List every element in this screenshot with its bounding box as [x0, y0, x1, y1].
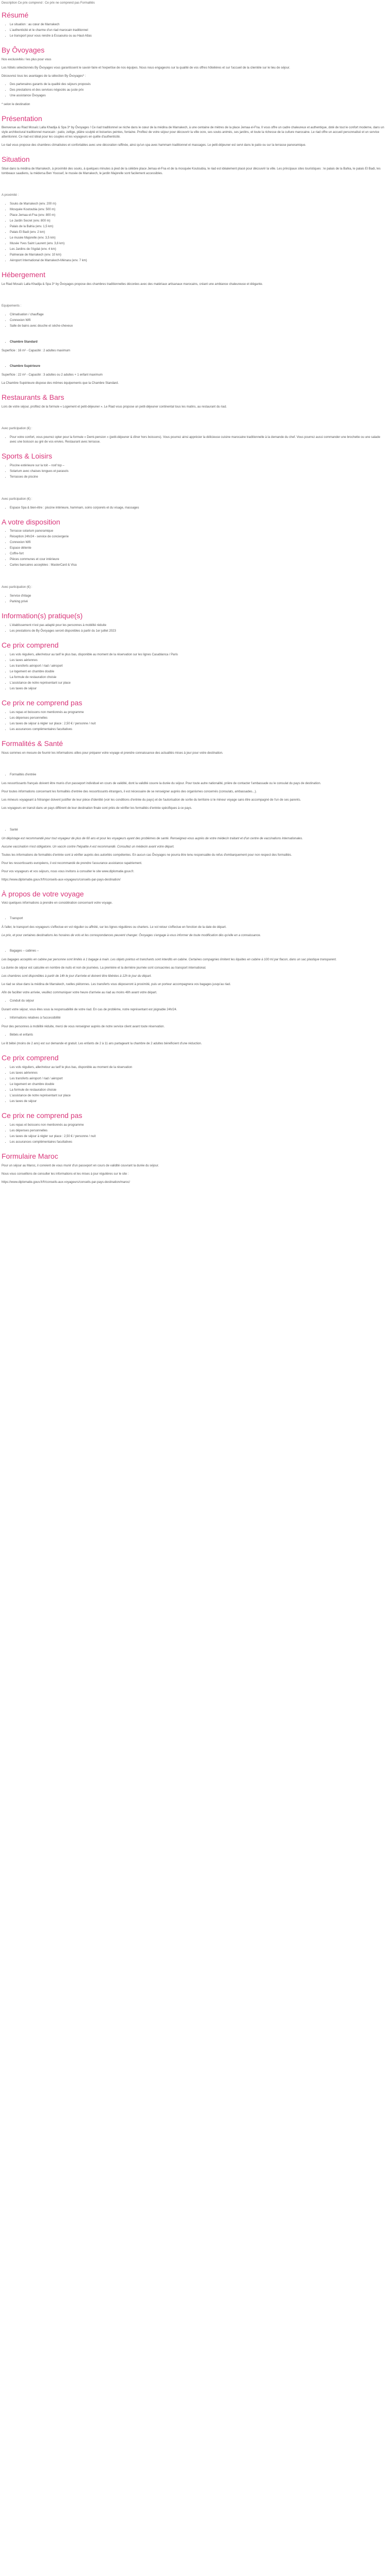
list-item: • Mosquée Koutoubia (env. 500 m): [10, 208, 386, 212]
list-item: • Solarium avec chaises longues et parasols: [10, 469, 386, 474]
formalites-paragraph: Les mineurs voyageant à l'étranger doivent justifier de leur pièce d'identité (voir les conditions d'entrée du pays) et de l'autorisation de sortie du territoire si le mineur voyage sans être accompagné de l'un de ses parents.: [2, 798, 301, 802]
list-item: • Connexion Wifi: [10, 318, 386, 323]
list-item: • Le transport pour vous rendre à Essaouira ou au Haut-Atlas: [10, 34, 386, 39]
resume-list: [2, 23, 386, 39]
list-item: • Connexion Wifi: [10, 540, 386, 545]
section-title-disposition: A votre disposition: [2, 517, 60, 526]
section-title-formalites: Formalités & Santé: [2, 739, 63, 748]
formalites-paragraph: Les voyageurs en transit dans un pays différent de leur destination finale sont priés de vérifier les formalités d'entrée spécifiques à ce pays.: [2, 806, 192, 810]
hebergement-paragraph: Le Riad Mosaïc Lalla Khadija & Spa 3* by Ôvoyages propose des chambres traditionnelles décorées avec des matériaux artisanaux marocains, créant une ambiance chaleureuse et élégante.: [2, 282, 263, 286]
formalites-paragraph: Les ressortissants français doivent être munis d'un passeport individuel en cours de validité, dont la validité couvre la durée du séjour. Pour toute autre nationalité, prière de contacter l'ambassade ou le consulat du pays de destination.: [2, 782, 321, 785]
list-item: • Le Jardin Secret (env. 800 m): [10, 219, 386, 224]
section-title-sports: Sports & Loisirs: [2, 451, 53, 460]
list-item: • Informations relatives à l'accessibilité: [10, 1016, 386, 1021]
list-item: • La formule de restauration choisie: [10, 1088, 386, 1093]
list-item: • Les Jardins de l'Agdal (env. 4 km): [10, 247, 386, 252]
section-title-informations: Information(s) pratique(s): [2, 612, 83, 620]
apropos-paragraph: Les bagages acceptés en cabine par personne sont limités à 1 bagage à main. Les objets pointus et tranchants sont interdits en cabine. Certaines compagnies limitent les liquides en cabine à 100 ml par flacon, dans un sac plastique transparent.: [2, 958, 337, 962]
restaurants-list: [2, 435, 386, 445]
sports-label: Avec participation (€) :: [2, 497, 32, 501]
list-item: • Les taxes aériennes: [10, 1071, 386, 1076]
list-item: • Cartes bancaires acceptées : MasterCard & Visa: [10, 563, 386, 568]
list-item: • Les transferts aéroport / riad / aéroport: [10, 664, 386, 669]
apropos-paragraph: Voici quelques informations à prendre en considération concernant votre voyage.: [2, 902, 113, 905]
formalites-paragraph: Toutes les informations de formalités d'entrée sont à vérifier auprès des autorités compétentes. En aucun cas Ôvoyages ne pourra être tenu responsable du refus d'embarquement pour non respect des formalités.: [2, 853, 292, 857]
room-note: La Chambre Supérieure dispose des mêmes équipements que la Chambre Standard.: [2, 381, 119, 385]
list-item: • Les repas et boissons non mentionnés au programme: [10, 710, 386, 715]
list-item: • Des prestations et des services négociés au juste prix: [10, 88, 386, 93]
sports-list-paid: [2, 506, 386, 511]
list-item: • Les assurances complémentaires facultatives: [10, 727, 386, 732]
ovoyages-intro2: Découvrez tous les avantages de la sélection By Ôvoyages* :: [2, 74, 86, 78]
section-title-hebergement: Hébergement: [2, 270, 45, 279]
list-item: • Les taxes de séjour: [10, 1099, 386, 1104]
formulaire-link[interactable]: https://www.diplomatie.gouv.fr/fr/conseils-aux-voyageurs/conseils-par-pays-destination/maroc/: [2, 1180, 130, 1184]
list-item: • Les transferts aéroport / riad / aéroport: [10, 1077, 386, 1081]
formulaire-paragraph: Nous vous conseillons de consulter les informations et les mises à jour régulières sur le site :: [2, 1172, 129, 1176]
list-item: • Le logement en chambre double: [10, 670, 386, 674]
room-standard: [2, 340, 386, 345]
room-title: • Chambre Supérieure: [10, 364, 386, 369]
list-item: • Les taxes de séjour à régler sur place : 2,50 € / personne / nuit: [10, 722, 386, 726]
prix-ne-comprend-list-2: [2, 1123, 386, 1145]
list-item: • Espace Spa & bien-être : piscine intérieure, hammam, soins corporels et du visage, massages: [10, 506, 386, 511]
list-item: • Palmeraie de Marrakech (env. 10 km): [10, 253, 386, 258]
disposition-label: Avec participation (€) :: [2, 586, 32, 589]
list-item: • Coffre-fort: [10, 552, 386, 556]
list-item: • Climatisation / chauffage: [10, 313, 386, 317]
apropos-paragraph: Le prix, et pour certaines destinations les horaires de vols et les correspondances peuvent changer. Ôvoyages s'engage à vous informer de toute modification dès qu'elle en a connaissance.: [2, 934, 261, 938]
disposition-list-paid: [2, 594, 386, 604]
formalites-paragraph: Un dépistage est recommandé pour tout voyageur de plus de 60 ans et pour les voyageurs ayant des problèmes de santé. Renseignez-vous auprès de votre médecin traitant et d'un centre de vaccinations internationales.: [2, 837, 303, 840]
formalites-subhead: [2, 828, 386, 833]
list-item: • L'assistance de notre représentant sur place: [10, 1094, 386, 1098]
list-item: • Place Jemaa el-Fna (env. 800 m): [10, 213, 386, 218]
restaurants-label: Avec participation (€) :: [2, 427, 32, 430]
section-title-prix-ne-comprend-pas-2: Ce prix ne comprend pas: [2, 1111, 83, 1120]
formalites-paragraph: Pour les ressortissants européens, il est recommandé de prendre l'assurance assistance rapatriement.: [2, 861, 142, 865]
list-item: • Terrasse solarium panoramique: [10, 529, 386, 534]
presentation-paragraph: Le riad vous propose des chambres climatisées et confortables avec une décoration raffinée, ainsi qu'un spa avec hammam traditionnel et massages. Le petit-déjeuner est servi dans le patio ou sur la terrasse panoramique.: [2, 144, 306, 147]
list-item: • L'établissement n'est pas adapté pour les personnes à mobilité réduite: [10, 623, 386, 628]
section-title-ovoyages: By Ôvoyages: [2, 45, 45, 54]
list-item: • Palais El Badi (env. 2 km): [10, 230, 386, 235]
apropos-subhead: [2, 949, 386, 954]
list-item: • Santé: [10, 828, 386, 833]
list-item: • Les dépenses personnelles: [10, 1129, 386, 1133]
ovoyages-note: * selon le destination: [2, 103, 30, 106]
formalites-paragraph: Pour toutes informations concernant les formalités d'entrée des ressortissants étrangers, il est nécessaire de se renseigner auprès des organismes concernés (consulats, ambassades...).: [2, 790, 257, 793]
prix-ne-comprend-list: [2, 710, 386, 732]
list-item: • Salle de bains avec douche et sèche-cheveux: [10, 324, 386, 329]
room-text: Superficie : 16 m² - Capacité : 2 adultes maximum: [2, 349, 71, 352]
breadcrumb: Description Ce prix comprend : Ce prix ne comprend pas Formalités: [2, 2, 95, 5]
list-item: • Réception 24h/24 - service de conciergerie: [10, 535, 386, 539]
list-item: • La formule de restauration choisie: [10, 675, 386, 680]
prix-comprend-list-2: [2, 1065, 386, 1104]
list-item: • Terrasses de piscine: [10, 475, 386, 480]
ovoyages-intro: Les hôtels sélectionnés By Ôvoyages vous garantissent le savoir-faire et l'expertise de nos équipes. Nous nous engageons sur la qualité de vos offres hôtelières et sur l'accueil de la clientèle sur le lieu de séjour.: [2, 66, 290, 70]
list-item: • L'authenticité et le charme d'un riad marocain traditionnel: [10, 28, 386, 33]
list-item: • Musée Yves Saint Laurent (env. 3,6 km): [10, 242, 386, 246]
list-item: • Une assistance Ôvoyages: [10, 94, 386, 98]
list-item: • Les taxes aériennes: [10, 658, 386, 663]
list-item: • Les prestations de By Ôvoyages seront disponibles à partir du 1er juillet 2023: [10, 629, 386, 634]
situation-paragraph: Situé dans la médina de Marrakech, à proximité des souks, à quelques minutes à pied de la célèbre place Jemaa el-Fna et de la mosquée Koutoubia, le riad est idéalement placé pour découvrir la ville. Les principaux sites touristiques : le palais de la Bahia, le palais El Badi, les tombeaux saadiens, la médersa Ben Youssef, le musée de Marrakech, le jardin Majorelle sont facilement accessibles.: [2, 167, 381, 176]
presentation-paragraph: Bienvenue au Riad Mosaïc Lalla Khadija & Spa 3* by Ôvoyages ! Ce riad traditionnel se niche dans le cœur de la médina de Marrakech, à une centaine de mètres de la place Jemaa el-Fna. Il vous offre un cadre chaleureux et authentique, doté de tout le confort moderne, dans un style architectural traditionnel marocain : patio, zellige, plâtre sculpté et boiseries peintes, fontaine. Profitez de votre séjour pour découvrir la ville ocre, ses souks animés, ses jardins, et toute la richesse de la culture marocaine. Le riad offre un accueil personnalisé et un service attentionné. Ce riad est idéal pour les couples et les voyageurs en quête d'authenticité.: [2, 126, 384, 139]
list-item: • Pour votre confort, vous pourrez opter pour la formule « Demi-pension » (petit-déjeuner & dîner hors boissons). Vous pourrez ainsi apprécier la délicieuse cuisine marocaine traditionnelle à la demande du chef. Vous pourrez aussi commander une brochette ou une salade avec une boisson au gré de vos envies. Restaurant avec terrasse.: [10, 435, 386, 445]
formalites-paragraph: Aucune vaccination n'est obligatoire. Un vaccin contre l'hépatite A est recommandé. Consultez un médecin avant votre départ.: [2, 845, 175, 849]
apropos-subhead: [2, 917, 386, 921]
page: [0, 0, 388, 1185]
list-item: • Les vols réguliers, aller/retour au tarif le plus bas, disponible au moment de la réservation sur les lignes Casablanca / Paris: [10, 653, 386, 657]
disposition-list: [2, 529, 386, 568]
apropos-paragraph: Le lit bébé (moins de 2 ans) est sur demande et gratuit. Les enfants de 2 à 11 ans partageant la chambre de 2 adultes bénéficient d'une réduction.: [2, 1042, 202, 1046]
section-title-prix-comprend-2: Ce prix comprend: [2, 1054, 59, 1062]
list-item: • Les vols réguliers, aller/retour au tarif le plus bas, disponible au moment de la réservation: [10, 1065, 386, 1070]
apropos-subhead: [2, 1016, 386, 1021]
apropos-paragraph: Le riad se situe dans la médina de Marrakech, ruelles piétonnes. Les transferts vous déposeront à proximité, puis un porteur accompagnera vos bagages jusqu'au riad.: [2, 983, 231, 987]
list-item: • Le logement en chambre double: [10, 1082, 386, 1087]
restaurants-paragraph: Lors de votre séjour, profitez de la formule « Logement et petit-déjeuner ». Le Riad vous propose un petit-déjeuner continental tous les matins, au restaurant du riad.: [2, 405, 227, 409]
formalites-subhead: [2, 773, 386, 777]
informations-list: [2, 623, 386, 634]
ovoyages-subtitle: Nos exclusivités / les plus pour vous: [2, 58, 52, 61]
list-item: • Des partenaires garants de la qualité des séjours proposés: [10, 82, 386, 87]
apropos-paragraph: À l'aller, le transport des voyageurs s'effectue en vol régulier ou affrété, sur les lignes régulières ou charters. Le vol retour s'effectue en fonction de la date de départ.: [2, 926, 227, 929]
list-item: • Les taxes de séjour à régler sur place : 2,50 € / personne / nuit: [10, 1134, 386, 1139]
list-item: • Espace détente: [10, 546, 386, 551]
list-item: • Le musée Majorelle (env. 3,5 km): [10, 236, 386, 241]
list-item: • Les dépenses personnelles: [10, 716, 386, 721]
list-item: • Bagages – cabines –: [10, 949, 386, 954]
apropos-paragraph: Les chambres sont disponibles à partir de 14h le jour d'arrivée et doivent être libérées à 12h le jour du départ.: [2, 975, 152, 978]
list-item: • Aéroport International de Marrakech-Ménara (env. 7 km): [10, 259, 386, 263]
list-item: • Souks de Marrakech (env. 200 m): [10, 202, 386, 207]
list-item: • Les assurances complémentaires facultatives: [10, 1140, 386, 1145]
apropos-paragraph: Pour des personnes à mobilité réduite, merci de vous renseigner auprès de notre service client avant toute réservation.: [2, 1025, 165, 1029]
list-item: • Les taxes de séjour: [10, 687, 386, 691]
room-superieure: [2, 364, 386, 369]
apropos-subhead: [2, 999, 386, 1004]
list-item: • Transport: [10, 917, 386, 921]
list-item: • Les repas et boissons non mentionnés au programme: [10, 1123, 386, 1128]
section-title-resume: Résumé: [2, 11, 29, 19]
section-title-prix-comprend: Ce prix comprend: [2, 641, 59, 650]
formalites-link[interactable]: https://www.diplomatie.gouv.fr/fr/conseils-aux-voyageurs/conseils-par-pays-destination/: [2, 878, 121, 882]
section-title-apropos: À propos de votre voyage: [2, 889, 84, 898]
situation-label: A proximité :: [2, 194, 19, 197]
apropos-paragraph: Afin de faciliter votre arrivée, veuillez communiquer votre heure d'arrivée au riad au moins 48h avant votre départ.: [2, 991, 157, 995]
section-title-situation: Situation: [2, 155, 30, 164]
list-item: • Parking privé: [10, 600, 386, 604]
apropos-paragraph: La durée de séjour est calculée en nombre de nuits et non de journées. La première et la dernière journée sont consacrées au transport international.: [2, 967, 206, 970]
section-title-prix-ne-comprend-pas: Ce prix ne comprend pas: [2, 698, 83, 707]
sports-list: [2, 464, 386, 480]
list-item: • L'assistance de notre représentant sur place: [10, 681, 386, 686]
section-title-restaurants: Restaurants & Bars: [2, 393, 64, 401]
list-item: • Bébés et enfants: [10, 1033, 386, 1038]
hebergement-list: [2, 313, 386, 329]
room-title: • Chambre Standard: [10, 340, 386, 345]
list-item: • Service d'étage: [10, 594, 386, 599]
list-item: • Palais de la Bahia (env. 1,5 km): [10, 225, 386, 229]
section-title-presentation: Présentation: [2, 114, 42, 123]
apropos-paragraph: Durant votre séjour, vous êtes sous la responsabilité de votre riad. En cas de problème, notre représentant est joignable 24h/24.: [2, 1008, 177, 1012]
list-item: • Pièces communes et cour intérieure: [10, 557, 386, 562]
room-text: Superficie : 22 m² - Capacité : 3 adultes ou 2 adultes + 1 enfant maximum: [2, 373, 103, 377]
prix-comprend-list: [2, 653, 386, 691]
list-item: • Piscine extérieure sur la toit – roof top –: [10, 464, 386, 468]
ovoyages-list: [2, 82, 386, 98]
hebergement-label: Equipements :: [2, 304, 22, 308]
section-title-formulaire: Formulaire Maroc: [2, 1151, 58, 1160]
apropos-subhead: [2, 1033, 386, 1038]
formulaire-paragraph: Pour un séjour au Maroc, il convient de vous munir d'un passeport en cours de validité couvrant la durée du séjour.: [2, 1164, 159, 1167]
list-item: • Le situation : au cœur de Marrakech: [10, 23, 386, 27]
list-item: • Formalités d'entrée: [10, 773, 386, 777]
list-item: • Conduit du séjour: [10, 999, 386, 1004]
formalites-paragraph: Nous sommes en mesure de fournir les informations utiles pour préparer votre voyage et prendre connaissance des actualités mises à jour pour votre destination.: [2, 751, 223, 755]
formalites-paragraph: Pour vos voyageurs et vos séjours, nous vous invitons à consulter le site www.diplomatie.gouv.fr.: [2, 870, 135, 873]
situation-list: [2, 202, 386, 263]
